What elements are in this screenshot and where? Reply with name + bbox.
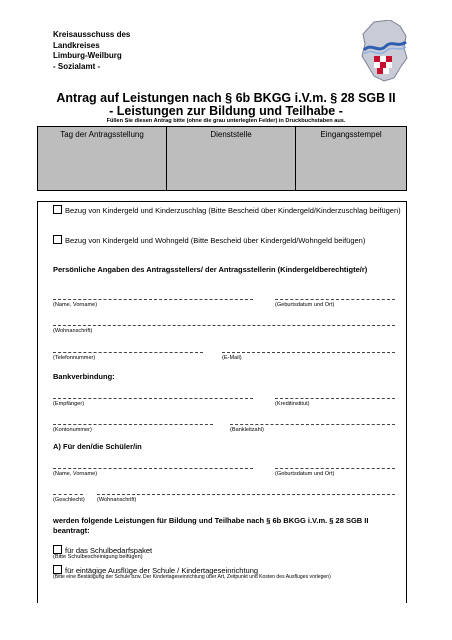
office-label: Dienststelle — [210, 130, 252, 139]
receipt-stamp-label: Eingangsstempel — [320, 130, 382, 139]
student-birth-field[interactable] — [275, 468, 395, 469]
district-coat-of-arms-icon — [360, 20, 408, 82]
office-cell — [167, 127, 296, 191]
bank-heading: Bankverbindung: — [53, 372, 115, 381]
school-package-checkbox[interactable] — [53, 545, 62, 554]
student-gender-label: (Geschlecht) — [53, 497, 85, 503]
receipt-stamp-cell — [296, 127, 407, 191]
student-name-field[interactable] — [53, 468, 253, 469]
student-gender-field[interactable] — [53, 494, 83, 495]
bank-code-label: (Bankleitzahl) — [230, 427, 264, 433]
student-address-field[interactable] — [97, 494, 395, 495]
option-wohngeld[interactable] — [53, 235, 403, 246]
kinderzuschlag-label: Bezug von Kindergeld und Kinderzuschlag (Bitte Bescheid über Kindergeld/Kinderzuschlag beifügen) — [65, 206, 401, 215]
day-trips-checkbox[interactable] — [53, 565, 62, 574]
student-name-label: (Name, Vorname) — [53, 471, 98, 477]
authority-line-2: Landkreises — [53, 40, 100, 50]
school-package-note: (Bitte Schulbescheinigung beifügen) — [53, 554, 143, 560]
day-trips-note: (Bitte eine Bestätigung der Schule bzw. Der Kindertageseinrichtung über Art, Zeitpunkt und Kosten des Ausfluges vorlegen) — [53, 574, 331, 580]
student-heading: A) Für den/die Schüler/in — [53, 442, 142, 451]
authority-line-1: Kreisausschuss des — [53, 30, 131, 39]
applicant-name-label: (Name, Vorname) — [53, 302, 98, 308]
recipient-label: (Empfänger) — [53, 401, 85, 407]
wohngeld-label: Bezug von Kindergeld und Wohngeld (Bitte Bescheid über Kindergeld/Wohngeld beifügen) — [65, 236, 366, 245]
personal-heading: Persönliche Angaben des Antragsstellers/ der Antragsstellerin (Kindergeldberechtigte/r) — [53, 265, 368, 274]
bank-institute-label: (Kreditinstitut) — [275, 401, 310, 407]
form-instruction: Füllen Sie diesen Antrag bitte (ohne die grau unterlegten Felder) in Druckbuchstaben aus. — [106, 118, 346, 124]
form-subtitle: - Leistungen zur Bildung und Teilhabe - — [109, 104, 343, 118]
application-date-cell — [38, 127, 167, 191]
office-use-table — [37, 126, 407, 191]
day-trips-label: für eintägige Ausflüge der Schule / Kindertageseinrichtung — [65, 566, 259, 575]
applicant-email-label: (E-Mail) — [222, 355, 242, 361]
authority-block — [53, 30, 130, 72]
student-address-label: (Wohnanschrift) — [97, 497, 137, 503]
applicant-phone-field[interactable] — [53, 352, 203, 353]
account-number-field[interactable] — [53, 424, 213, 425]
benefits-heading: werden folgende Leistungen für Bildung und Teilhabe nach § 6b BKGG i.V.m. § 28 SGB II beantragt: — [53, 516, 369, 535]
applicant-birth-field[interactable] — [275, 299, 395, 300]
option-kinderzuschlag[interactable] — [53, 205, 403, 216]
applicant-address-label: (Wohnanschrift) — [53, 328, 93, 334]
student-birth-label: (Geburtsdatum und Ort) — [275, 471, 335, 477]
wohngeld-checkbox[interactable] — [53, 235, 62, 244]
school-package-label: für das Schulbedarfspaket — [65, 546, 153, 555]
bank-code-field[interactable] — [230, 424, 395, 425]
form-body — [37, 201, 407, 603]
kinderzuschlag-checkbox[interactable] — [53, 205, 62, 214]
recipient-field[interactable] — [53, 398, 253, 399]
applicant-name-field[interactable] — [53, 299, 253, 300]
form-title: Antrag auf Leistungen nach § 6b BKGG i.V.m. § 28 SGB II — [56, 91, 396, 105]
authority-line-4: - Sozialamt - — [53, 61, 101, 71]
applicant-email-field[interactable] — [222, 352, 395, 353]
applicant-phone-label: (Telefonnummer) — [53, 355, 96, 361]
account-number-label: (Kontonummer) — [53, 427, 92, 433]
applicant-address-field[interactable] — [53, 325, 395, 326]
applicant-birth-label: (Geburtsdatum und Ort) — [275, 302, 335, 308]
application-date-label: Tag der Antragsstellung — [60, 130, 144, 139]
authority-line-3: Limburg-Weilburg — [53, 51, 122, 60]
bank-institute-field[interactable] — [275, 398, 395, 399]
